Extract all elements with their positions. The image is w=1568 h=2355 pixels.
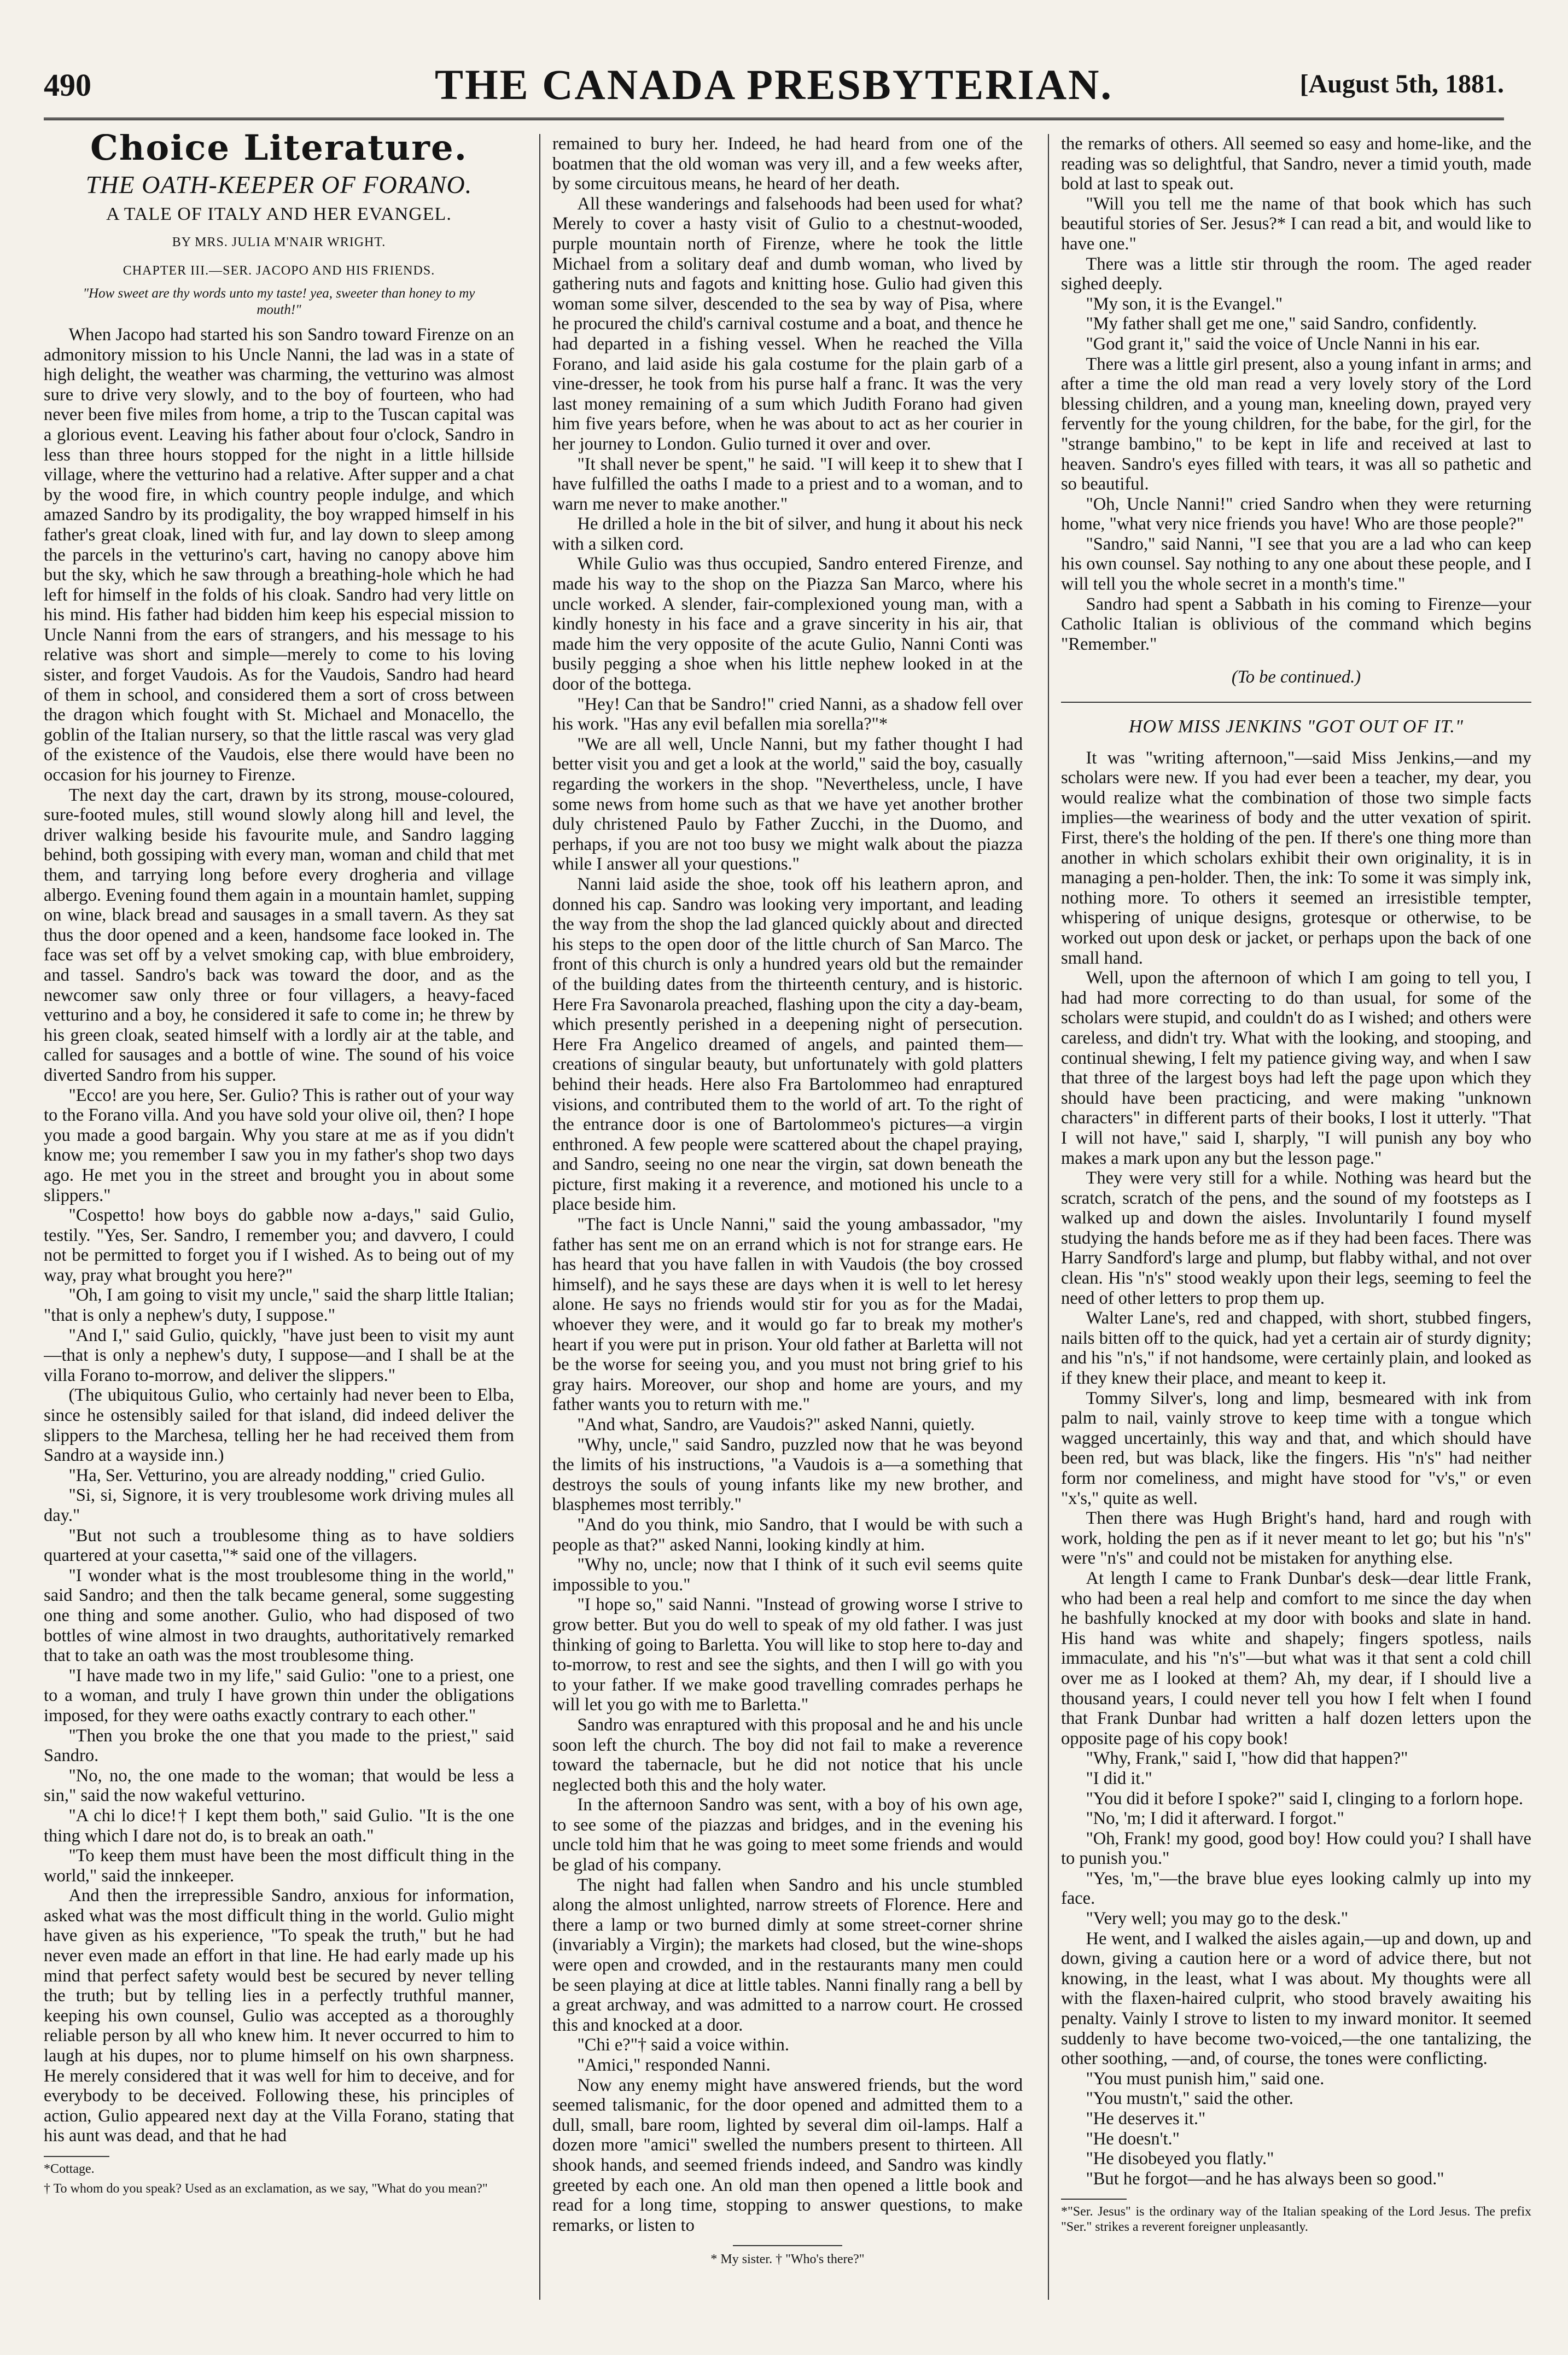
paragraph: Tommy Silver's, long and limp, besmeared with ink from palm to nail, vainly strove to keep time with a tongue which wagged uncertainly, this way and that, and which should have been red, but was black, like the fingers. His "n's" had neither form nor comeliness, and might have stood for "v's," or even "x's," quite as well. (1061, 1388, 1531, 1508)
paragraph: "I hope so," said Nanni. "Instead of growing worse I strive to grow better. But you do well to speak of my old father. I was just thinking of going to Barletta. You will like to stop here to-day and to-morrow, to rest and see the sights, and then I will go with you to your father. If we make good travelling comrades perhaps he will let you go with me to Barletta." (552, 1595, 1023, 1715)
paragraph: Walter Lane's, red and chapped, with short, stubbed fingers, nails bitten off to the quick, had yet a certain air of sturdy dignity; and his "n's," if not handsome, were certainly plain, and looked as if they knew their place, and meant to keep it. (1061, 1308, 1531, 1389)
paragraph: "Hey! Can that be Sandro!" cried Nanni, as a shadow fell over his work. "Has any evil befallen mia sorella?"* (552, 694, 1023, 735)
column-3-footnote: *"Ser. Jesus" is the ordinary way of the Italian speaking of the Lord Jesus. The prefix "Ser." strikes a reverent foreigner unpleasantly. (1061, 2205, 1531, 2235)
paragraph: "Will you tell me the name of that book which has such beautiful stories of Ser. Jesus?* I can read a bit, and would like to have one." (1061, 194, 1531, 254)
column-rule-1 (539, 134, 540, 2300)
paragraph: "Oh, I am going to visit my uncle," said the sharp little Italian; "that is only a nephew's duty, I suppose." (44, 1285, 514, 1326)
paragraph: "My father shall get me one," said Sandro, confidently. (1086, 314, 1477, 334)
paragraph: While Gulio was thus occupied, Sandro entered Firenze, and made his way to the shop on the Piazza San Marco, where his uncle worked. A slender, fair-complexioned young man, with a kindly honesty in his face and a grave sincerity in his air, that made him the very opposite of the acute Gulio, Nanni Conti was busily pegging a shoe when his little nephew looked in at the door of the bottega. (552, 554, 1023, 695)
paragraph: Now any enemy might have answered friends, but the word seemed talismanic, for the door opened and admitted them to a dull, small, bare room, lighted by several dim oil-lamps. Half a dozen more "amici" swelled the numbers present to thirteen. All shook hands, and seemed friends indeed, and Sandro was kindly greeted by each one. An old man then opened a little book and read for a long time, stopping to answer questions, to make remarks, or listen to (552, 2075, 1023, 2235)
paragraph: All these wanderings and falsehoods had been used for what? Merely to cover a hasty visit of Gulio to a chestnut-wooded, purple mountain north of Firenze, where he took the little Michael from a solitary deaf and dumb woman, who lived by gathering nuts and fagots and knitting hose. Gulio had given this woman some silver, descended to the sea by way of Pisa, where he procured the child's carnival costume and a boat, and thence he had departed in a fishing vessel. When he reached the Villa Forano, and laid aside his gala costume for the plain garb of a vine-dresser, he took from his purse half a franc. It was the very last money remaining of a sum which Judith Forano had given him five years before, when he was about to act as her courier in her journey to London. Gulio turned it over and over. (552, 194, 1023, 454)
paragraph: "Then you broke the one that you made to the priest," said Sandro. (44, 1726, 514, 1766)
paragraph: And then the irrepressible Sandro, anxious for information, asked what was the most difficult thing in the world. Gulio might have given as his experience, "To speak the truth," but he had never even made an effort in that line. He had early made up his mind that perfect safety would best be secured by never telling the truth; but by telling lies in a perfectly truthful manner, keeping his own counsel, Gulio was accepted as a thoroughly reliable person by all who knew him. It never occurred to him to laugh at his dupes, nor to plume himself on his own sharpness. He merely considered that it was well for him to deceive, and for everybody to be deceived. Following these, his principles of action, Gulio appeared next day at the Villa Forano, stating that his aunt was dead, and that he had (44, 1886, 514, 2146)
paragraph: Nanni laid aside the shoe, took off his leathern apron, and donned his cap. Sandro was looking very important, and leading the way from the shop the lad glanced quickly about and directed his steps to the open door of the little church of San Marco. The front of this church is only a hundred years old but the remainder of the building dates from the thirteenth century, and is historic. Here Fra Savonarola preached, flashing upon the city a day-beam, which presently perished in a deepening night of persecution. Here Fra Angelico dreamed of angels, and painted them—creations of singular beauty, but unfortunately with gold platters behind their heads. Here also Fra Bartolommeo had enraptured visions, and contributed them to the world of art. To the right of the entrance door is one of Bartolommeo's pictures—a virgin enthroned. A few people were scattered about the chapel praying, and Sandro, seeing no one near the virgin, sat down beneath the picture, first making it a reverence, and motioned his uncle to a place beside him. (552, 874, 1023, 1215)
paragraph: "A chi lo dice!† I kept them both," said Gulio. "It is the one thing which I dare not do, is to break an oath." (44, 1805, 514, 1846)
paragraph: "You did it before I spoke?" said I, clinging to a forlorn hope. (1086, 1788, 1523, 1809)
paragraph: "Oh, Frank! my good, good boy! How could you? I shall have to punish you." (1061, 1828, 1531, 1869)
paragraph: "I wonder what is the most troublesome thing in the world," said Sandro; and then the talk became general, some suggesting one thing and some another. Gulio, who had disposed of two bottles of wine almost in two draughts, authoritatively remarked that to take an oath was the most troublesome thing. (44, 1565, 514, 1666)
paragraph: "Amici," responded Nanni. (577, 2055, 771, 2075)
paragraph: There was a little stir through the room. The aged reader sighed deeply. (1061, 254, 1531, 294)
paragraph: the remarks of others. All seemed so easy and home-like, and the reading was so delightful, that Sandro, never a timid youth, made bold at last to speak out. (1061, 134, 1531, 194)
paragraph: "But not such a troublesome thing as to have soldiers quartered at your casetta,"* said one of the villagers. (44, 1525, 514, 1566)
paragraph: Then there was Hugh Bright's hand, hard and rough with work, holding the pen as if it never meant to let go; but his "n's" were "n's" and could not be mistaken for anything else. (1061, 1508, 1531, 1569)
footnote-rule (733, 2245, 842, 2246)
section-heading: Choice Literature. (90, 134, 468, 168)
column-3-text-b (1061, 748, 1531, 2189)
column-3-text-a (1061, 134, 1531, 654)
column-2-footnote: * My sister. † "Who's there?" (710, 2252, 865, 2267)
paragraph: "And do you think, mio Sandro, that I would be with such a people as that?" asked Nanni, looking kindly at him. (552, 1514, 1023, 1555)
paragraph: Sandro was enraptured with this proposal and he and his uncle soon left the church. The boy did not fail to make a reverence toward the tabernacle, but he did not notice that his uncle neglected both this and the holy water. (552, 1715, 1023, 1795)
paragraph: Sandro had spent a Sabbath in his coming to Firenze—your Catholic Italian is oblivious of the command which begins "Remember." (1061, 594, 1531, 654)
paragraph: † To whom do you speak? Used as an exclamation, as we say, "What do you mean?" (44, 2182, 488, 2196)
paragraph: It was "writing afternoon,"—said Miss Jenkins,—and my scholars were new. If you had ever been a teacher, my dear, you would realize what the combination of those two simple facts implies—the weariness of body and the utter vexation of spirit. First, there's the holding of the pen. If there's one thing more than another in which scholars exhibit their own originality, it is in managing a pen-holder. Then, the ink: To some it was simply ink, nothing more. To others it seemed an irresistible tempter, whispering of unique designs, grotesque or otherwise, to be worked out upon desk or jacket, or perhaps upon the back of one small hand. (1061, 748, 1531, 968)
paragraph: "Yes, 'm,"—the brave blue eyes looking calmly up into my face. (1061, 1868, 1531, 1909)
paragraph: "No, 'm; I did it afterward. I forgot." (1086, 1809, 1344, 1829)
paragraph: "Sandro," said Nanni, "I see that you are a lad who can keep his own counsel. Say nothing to any one about these people, and I will tell you the whole secret in a month's time." (1061, 534, 1531, 594)
epigraph: "How sweet are thy words unto my taste! yea, sweeter than honey to my mouth!" (83, 285, 475, 317)
paragraph: *Cottage. (44, 2162, 95, 2176)
issue-date: [August 5th, 1881. (1299, 69, 1504, 98)
paragraph: He drilled a hole in the bit of silver, and hung it about his neck with a silken cord. (552, 514, 1023, 554)
paragraph: "But he forgot—and he has always been so good." (1086, 2169, 1444, 2189)
paragraph: He went, and I walked the aisles again,—up and down, up and down, giving a caution here or a word of advice there, but not knowing, in the least, what I was about. My thoughts were all with the flaxen-haired culprit, who stood bravely awaiting his penalty. Vainly I strove to listen to my inward monitor. It seemed suddenly to have become two-voiced,—the one tantalizing, the other soothing, —and, of course, the tones were conflicting. (1061, 1928, 1531, 2069)
paragraph: At length I came to Frank Dunbar's desk—dear little Frank, who had been a real help and comfort to me since the day when he bashfully knocked at my door with books and slate in hand. His hand was white and shapely; fingers spotless, nails immaculate, and his "n's"—but what was it that sent a cold chill over me as I looked at them? Ah, my dear, if I should live a thousand years, I could never tell you how I felt when I found that Frank Dunbar had written a half dozen letters upon the opposite page of his copy book! (1061, 1568, 1531, 1748)
paragraph: "I did it." (1086, 1768, 1152, 1788)
paragraph: There was a little girl present, also a young infant in arms; and after a time the old man read a very lovely story of the Lord blessing children, and a young man, kneeling down, prayed very fervently for the young children, for the babe, for the girl, for the "strange bambino," to be kept in life and received at last to heaven. Sandro's eyes filled with tears, it was all so pathetic and so beautiful. (1061, 354, 1531, 494)
paragraph: "The fact is Uncle Nanni," said the young ambassador, "my father has sent me on an errand which is not for strange ears. He has heard that you have fallen in with Vaudois (the boy crossed himself), and he says these are days when it is well to let heresy alone. He says no friends would stir for you as for the Madai, whoever they were, and it would go far to break my mother's heart if you were put in prison. Your old father at Barletta will not be the worse for seeing you, and you must not bring grief to his gray hairs. Moreover, our shop and home are yours, and my father wants you to return with me." (552, 1215, 1023, 1415)
paragraph: Well, upon the afternoon of which I am going to tell you, I had had more correcting to do than usual, for some of the scholars were stupid, and couldn't do as I wished; and others were careless, and didn't try. What with the looking, and stooping, and continual shewing, I felt my patience giving way, and when I saw that three of the largest boys had left the page upon which they should have been practicing, and were making "unknown characters" in different parts of their books, I lost it utterly. "That I will not have," said I, sharply, "I will punish any boy who makes a mark upon any but the lesson page." (1061, 968, 1531, 1168)
paragraph: "He doesn't." (1086, 2129, 1180, 2149)
story-subtitle: A TALE OF ITALY AND HER EVANGEL. (106, 204, 452, 225)
paragraph: "It shall never be spent," he said. "I will keep it to shew that I have fulfilled the oaths I made to a priest and to a woman, and to warn me never to make another." (552, 454, 1023, 514)
paragraph: In the afternoon Sandro was sent, with a boy of his own age, to see some of the piazzas and bridges, and in the evening his uncle told him that he was going to meet some friends and would be glad of his company. (552, 1795, 1023, 1875)
paragraph: "And what, Sandro, are Vaudois?" asked Nanni, quietly. (577, 1415, 975, 1435)
paragraph: remained to bury her. Indeed, he had heard from one of the boatmen that the old woman was very ill, and a few weeks after, by some circuitous means, he heard of her death. (552, 134, 1023, 194)
paragraph: "My son, it is the Evangel." (1086, 294, 1283, 314)
paragraph: "No, no, the one made to the woman; that would be less a sin," said the now wakeful vetturino. (44, 1765, 514, 1806)
paragraph: "Oh, Uncle Nanni!" cried Sandro when they were returning home, "what very nice friends you have! Who are those people?" (1061, 494, 1531, 534)
paragraph: "Why no, uncle; now that I think of it such evil seems quite impossible to you." (552, 1555, 1023, 1595)
paragraph: The night had fallen when Sandro and his uncle stumbled along the almost unlighted, narrow streets of Florence. Here and there a lamp or two burned dimly at some street-corner shrine (invariably a Virgin); the markets had closed, but the wine-shops were open and crowded, and in the restaurants many men could be seen playing at dice at little tables. Nanni finally rang a bell by a great archway, and was admitted to a narrow court. He crossed this and knocked at a door. (552, 1875, 1023, 2035)
paragraph: They were very still for a while. Nothing was heard but the scratch, scratch of the pens, and the sound of my footsteps as I walked up and down the aisles. Involuntarily I found myself studying the hands before me as if they had been faces. There was Harry Sandford's large and plump, but flabby withal, and not over clean. His "n's" stood weakly upon their legs, seeming to feel the need of other letters to prop them up. (1061, 1168, 1531, 1308)
paragraph: "He disobeyed you flatly." (1086, 2149, 1274, 2169)
header-rule (44, 118, 1504, 120)
paragraph: "Why, Frank," said I, "how did that happen?" (1086, 1748, 1408, 1769)
paragraph: "God grant it," said the voice of Uncle Nanni in his ear. (1086, 334, 1480, 354)
paragraph: "Ecco! are you here, Ser. Gulio? This is rather out of your way to the Forano villa. And you have sold your olive oil, then? I hope you made a good bargain. Why you stare at me as if you didn't know me; you remember I saw you in my father's shop two days ago. He met you in the street and brought you in about some slippers." (44, 1085, 514, 1205)
newspaper-title: THE CANADA PRESBYTERIAN. (434, 61, 1114, 108)
paragraph: "Chi e?"† said a voice within. (577, 2035, 790, 2055)
column-rule-2 (1048, 134, 1049, 2300)
paragraph: "I have made two in my life," said Gulio: "one to a priest, one to a woman, and truly I have grown thin under the obligations imposed, for they were oaths exactly contrary to each other." (44, 1665, 514, 1726)
paragraph: "To keep them must have been the most difficult thing in the world," said the innkeeper. (44, 1846, 514, 1886)
column-3 (1061, 134, 1531, 2311)
column-1-text (44, 325, 514, 2146)
to-be-continued: (To be continued.) (1231, 667, 1361, 687)
footnote-rule (44, 2156, 109, 2157)
column-2-text (552, 134, 1023, 2235)
masthead (44, 55, 1504, 115)
story-title: THE OATH-KEEPER OF FORANO. (85, 170, 473, 199)
paragraph: "Why, uncle," said Sandro, puzzled now that he was beyond the limits of his instructions, "a Vaudois is a—a something that destroys the souls of young infants like my new brother, and blasphemes most terribly." (552, 1435, 1023, 1515)
page-number: 490 (44, 67, 91, 103)
paragraph: "Si, si, Signore, it is very troublesome work driving mules all day." (44, 1485, 514, 1525)
paragraph: "We are all well, Uncle Nanni, but my father thought I had better visit you and get a look at the world," said the boy, casually regarding the workers in the shop. "Nevertheless, uncle, I have some news from home such as that we have yet another brother duly christened Paulo by Father Zucchi, in the Duomo, and perhaps, if you are not too busy we might walk about the piazza while I answer all your questions." (552, 734, 1023, 875)
paragraph: "Ha, Ser. Vetturino, you are already nodding," cried Gulio. (68, 1465, 486, 1485)
column-1-footnotes (44, 2161, 514, 2196)
byline: BY MRS. JULIA M'NAIR WRIGHT. (172, 235, 386, 249)
column-2 (552, 134, 1023, 2311)
story-2-title: HOW MISS JENKINS "GOT OUT OF IT." (1061, 702, 1531, 737)
paragraph: When Jacopo had started his son Sandro toward Firenze on an admonitory mission to his Uncle Nanni, the lad was in a state of high delight, the weather was charming, the vetturino was almost sure to drive very slowly, and to the boy of fourteen, who had never been five miles from home, a trip to the Tuscan capital was a glorious event. Leaving his father about four o'clock, Sandro in less than three hours stopped for the night in a little hillside village, where the vetturino had a relative. After supper and a chat by the wood fire, in which country people indulge, and which amazed Sandro by its prodigality, the boy wrapped himself in his father's great cloak, lined with fur, and lay down to sleep among the parcels in the vetturino's cart, having no canopy above him but the sky, which he saw through a breathing-hole which he had left for himself in the folds of his cloak. Sandro had very little on his mind. His father had bidden him keep his especial mission to Uncle Nanni from the ears of strangers, and his message to his relative was short and simple—merely to come to his loving sister, and forget Vaudois. As for the Vaudois, Sandro had heard of them in school, and considered them a sort of cross between the dragon which fought with St. Michael and Monacello, the goblin of the Italian nursery, so that the little rascal was very glad of the existence of the Vaudois, else there would have been no occasion for his journey to Firenze. (44, 324, 514, 785)
paragraph: "And I," said Gulio, quickly, "have just been to visit my aunt—that is only a nephew's duty, I suppose—and I shall be at the villa Forano to-morrow, and deliver the slippers." (44, 1325, 514, 1385)
paragraph: "You must punish him," said one. (1086, 2068, 1325, 2089)
paragraph: "Cospetto! how boys do gabble now a-days," said Gulio, testily. "Yes, Ser. Sandro, I remember you; and davvero, I could not be permitted to forget you if I wished. As to being out of my way, pray what brought you here?" (44, 1205, 514, 1285)
paragraph: "You mustn't," said the other. (1086, 2089, 1293, 2109)
paragraph: (The ubiquitous Gulio, who certainly had never been to Elba, since he ostensibly sailed for that island, did indeed deliver the slippers to the Marchesa, telling her he had received them from Sandro at a wayside inn.) (44, 1385, 514, 1466)
paragraph: The next day the cart, drawn by its strong, mouse-coloured, sure-footed mules, still wound slowly along hill and level, the driver walking beside his favourite mule, and Sandro lagging behind, both gossiping with every man, woman and child that met them, and tarrying long before every drogheria and village albergo. Evening found them again in a mountain hamlet, supping on wine, black bread and sausages in a small tavern. As they sat thus the door opened and a keen, handsome face looked in. The face was set off by a velvet smoking cap, with blue embroidery, and tassel. Sandro's back was toward the door, and as the newcomer saw only three or four villagers, a heavy-faced vetturino and a boy, he considered it safe to come in; he threw by his green cloak, seated himself with a lordly air at the table, and called for sausages and a bottle of wine. The sound of his voice diverted Sandro from his supper. (44, 785, 514, 1085)
paragraph: "He deserves it." (1086, 2109, 1206, 2129)
column-1 (44, 134, 514, 2311)
paragraph: "Very well; you may go to the desk." (1086, 1909, 1349, 1929)
footnote-rule (1061, 2199, 1127, 2200)
chapter-heading: CHAPTER III.—SER. JACOPO AND HIS FRIENDS. (123, 264, 435, 278)
